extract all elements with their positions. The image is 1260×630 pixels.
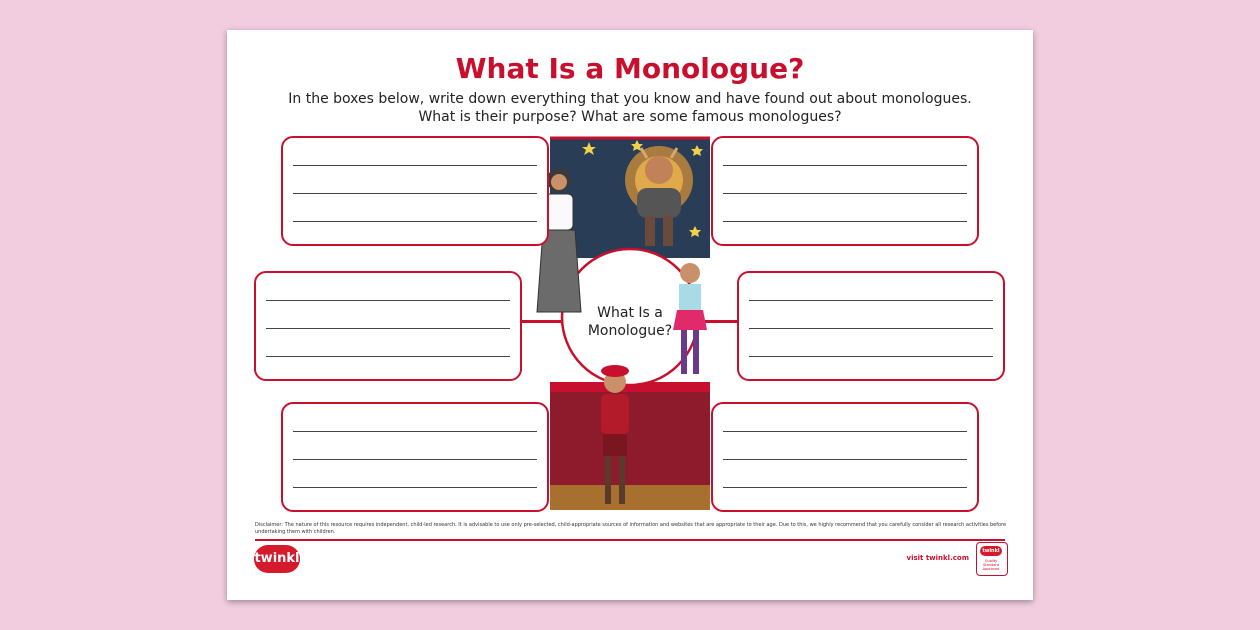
footer-divider xyxy=(255,539,1005,541)
answer-box-bottom-right[interactable] xyxy=(711,402,979,512)
center-label xyxy=(575,304,685,340)
page-title: What Is a Monologue? xyxy=(455,52,805,85)
answer-box-bottom-left[interactable] xyxy=(281,402,549,512)
quality-badge-icon xyxy=(976,542,1008,576)
instructions-line-1: In the boxes below, write down everything that you know and have found out about monologues. xyxy=(288,91,972,107)
badge-text: Quality Standard Approved xyxy=(982,559,1000,571)
badge-logo: twinkl xyxy=(980,546,1002,556)
answer-box-middle-left[interactable] xyxy=(254,271,522,381)
answer-box-top-left[interactable] xyxy=(281,136,549,246)
instructions-line-2: What is their purpose? What are some famous monologues? xyxy=(418,109,842,125)
worksheet-page xyxy=(227,30,1033,600)
center-label-line-1: What Is a xyxy=(597,305,663,321)
center-label-line-2: Monologue? xyxy=(587,323,673,339)
twinkl-logo: twinkl xyxy=(254,545,300,573)
answer-box-middle-right[interactable] xyxy=(737,271,1005,381)
instructions xyxy=(227,90,1033,126)
disclaimer-text: Disclaimer: The nature of this resource requires independent, child-led research. It is advisable to use only pre-selected, child-appropriate sources of information and websites that are appropriate to their age. Due to this, we highly recommend that you carefully consider all research activities before undertaking them with children. xyxy=(255,522,1007,535)
visit-link[interactable]: visit twinkl.com xyxy=(906,554,969,562)
answer-box-top-right[interactable] xyxy=(711,136,979,246)
